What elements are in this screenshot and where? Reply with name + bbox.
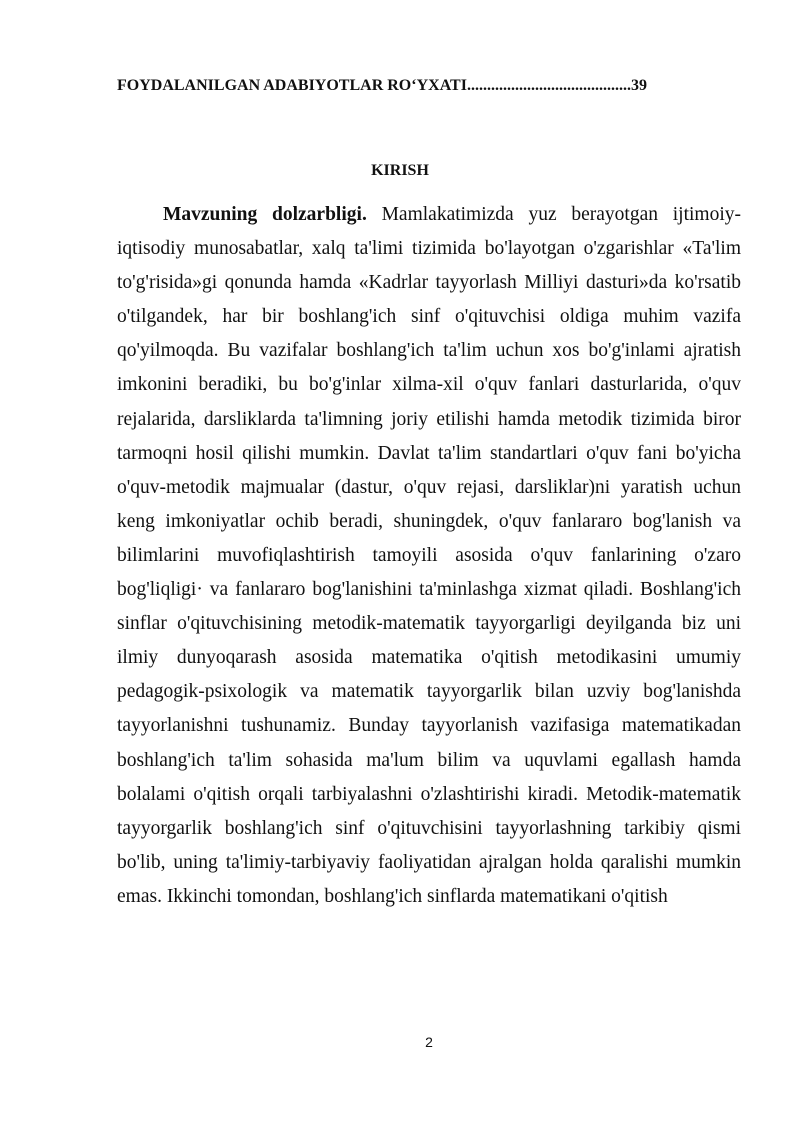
section-title: KIRISH xyxy=(371,162,429,179)
paragraph-text: Mamlakatimizda yuz berayotgan ijtimoiy-iqtisodiy munosabatlar, xalq ta'limi tizimida bo'layotgan o'zgarishlar «Ta'lim to'g'risida»gi qonunda hamda «Kadrlar tayyorlash Milliyi dasturi»da ko'rsatib o'tilgandek, har bir boshlang'ich sinf o'qituvchisi oldiga muhim vazifa qo'yilmoqda. Bu vazifalar boshlang'ich ta'lim uchun xos bo'g'inlami ajratish imkonini beradiki, bu bo'g'inlar xilma-xil o'quv fanlari dasturlarida, o'quv rejalarida, darsliklarda ta'limning joriy etilishi hamda metodik tizimida biror tarmoqni hosil qilishi mumkin. Davlat ta'lim standartlari o'quv fani bo'yicha o'quv-metodik majmualar (dastur, o'quv rejasi, darsliklar)ni yaratish uchun keng imkoniyatlar ochib beradi, shuningdek, o'quv fanlararo bog'lanish va bilimlarini muvofiqlashtirish tamoyili asosida o'quv fanlarining o'zaro bog'liqligi· va fanlararo bog'lanishini ta'minlashga xizmat qiladi. Boshlang'ich sinflar o'qituvchisining metodik-matematik tayyorgarligi deyilganda biz uni ilmiy dunyoqarash asosida matematika o'qitish metodikasini umumiy pedagogik-psixologik va matematik tayyorgarlik bilan uzviy bog'lanishda tayyorlanishni tushunamiz. Bunday tayyorlanish vazifasiga matematikadan boshlang'ich ta'lim sohasida ma'lum bilim va uquvlami egallash hamda bolalami o'qitish orqali tarbiyalashni o'zlashtirishi kiradi. Metodik-matematik tayyorgarlik boshlang'ich sinf o'qituvchisini tayyorlashning tarkibiy qismi bo'lib, uning ta'limiy-tarbiyaviy faoliyatidan ajralgan holda qaralishi mumkin emas. Ikkinchi tomondan, boshlang'ich sinflarda matematikani o'qitish xyxy=(117,204,742,907)
paragraph-lead: Mavzuning dolzarbligi. xyxy=(163,204,367,225)
body-paragraph xyxy=(117,198,741,914)
toc-entry-bibliography: FOYDALANILGAN ADABIYOTLAR RO‘YXATI.........................................39 xyxy=(117,77,647,94)
page-number: 2 xyxy=(425,1034,433,1050)
